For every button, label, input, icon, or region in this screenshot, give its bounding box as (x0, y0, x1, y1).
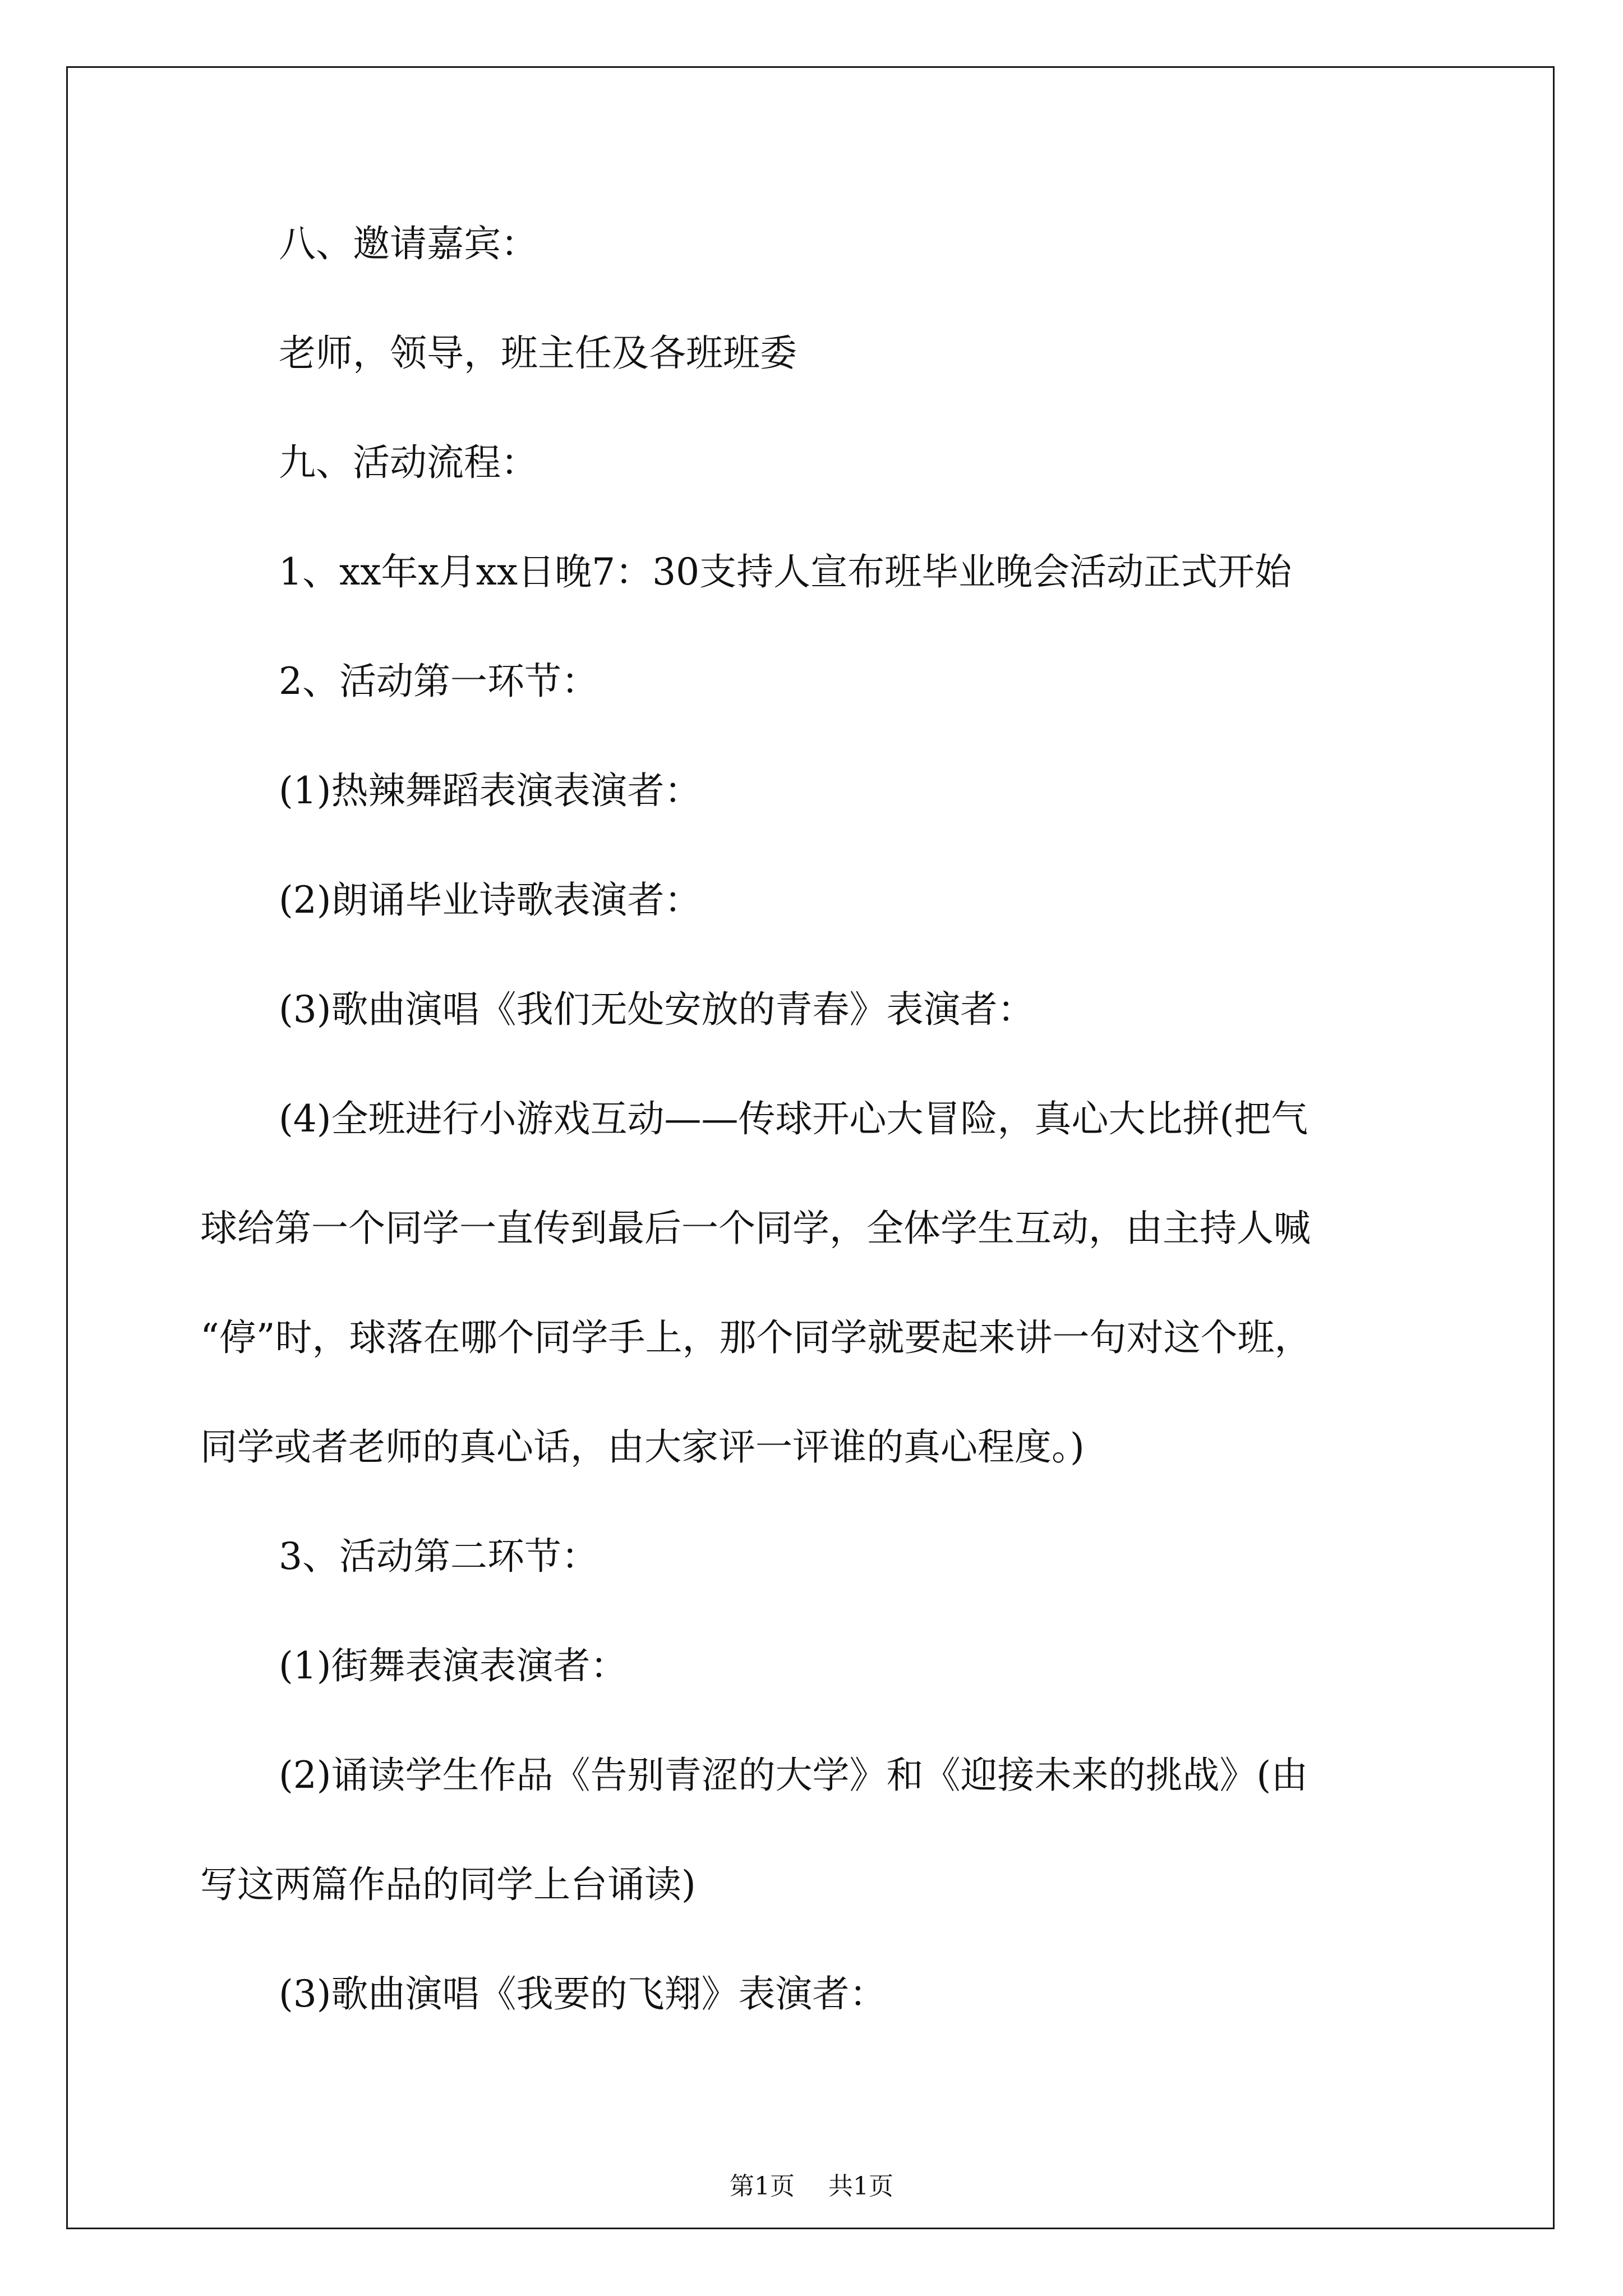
step-2-item-1: (1)热辣舞蹈表演表演者： (279, 769, 702, 812)
step-2-item-4-line-4: 同学或者老师的真心话，由大家评一评谁的真心程度。) (200, 1425, 1085, 1469)
step-2-item-4-line-3: “停”时，球落在哪个同学手上，那个同学就要起来讲一句对这个班， (200, 1316, 1312, 1359)
step-2-item-4-line-2: 球给第一个同学一直传到最后一个同学，全体学生互动，由主持人喊 (200, 1207, 1311, 1250)
process-step-3-heading: 3、活动第二环节： (279, 1535, 598, 1578)
step-3-item-1: (1)街舞表演表演者： (279, 1644, 628, 1687)
page-number-current: 第1页 (730, 2172, 795, 2201)
guests-list: 老师，领导，班主任及各班班委 (279, 332, 797, 375)
step-3-item-2-line-2: 写这两篇作品的同学上台诵读) (200, 1863, 696, 1906)
section-heading-process: 九、活动流程： (279, 441, 538, 484)
process-step-1: 1、xx年x月xx日晚7：30支持人宣布班毕业晚会活动正式开始 (279, 550, 1292, 593)
page-number-total: 共1页 (828, 2172, 893, 2201)
step-3-item-2-line-1: (2)诵读学生作品《告别青涩的大学》和《迎接未来的挑战》(由 (279, 1754, 1308, 1797)
step-2-item-4-line-1: (4)全班进行小游戏互动——传球开心大冒险，真心大比拼(把气 (279, 1097, 1308, 1140)
step-3-item-2 (200, 1753, 1308, 1907)
step-2-item-2: (2)朗诵毕业诗歌表演者： (279, 878, 702, 922)
section-heading-guests: 八、邀请嘉宾： (279, 222, 538, 265)
process-step-2-heading: 2、活动第一环节： (279, 660, 598, 703)
page-footer (0, 2171, 1623, 2202)
step-3-item-3: (3)歌曲演唱《我要的飞翔》表演者： (279, 1972, 887, 2016)
step-2-item-4 (200, 1097, 1311, 1470)
step-2-item-3: (3)歌曲演唱《我们无处安放的青春》表演者： (279, 988, 1035, 1031)
